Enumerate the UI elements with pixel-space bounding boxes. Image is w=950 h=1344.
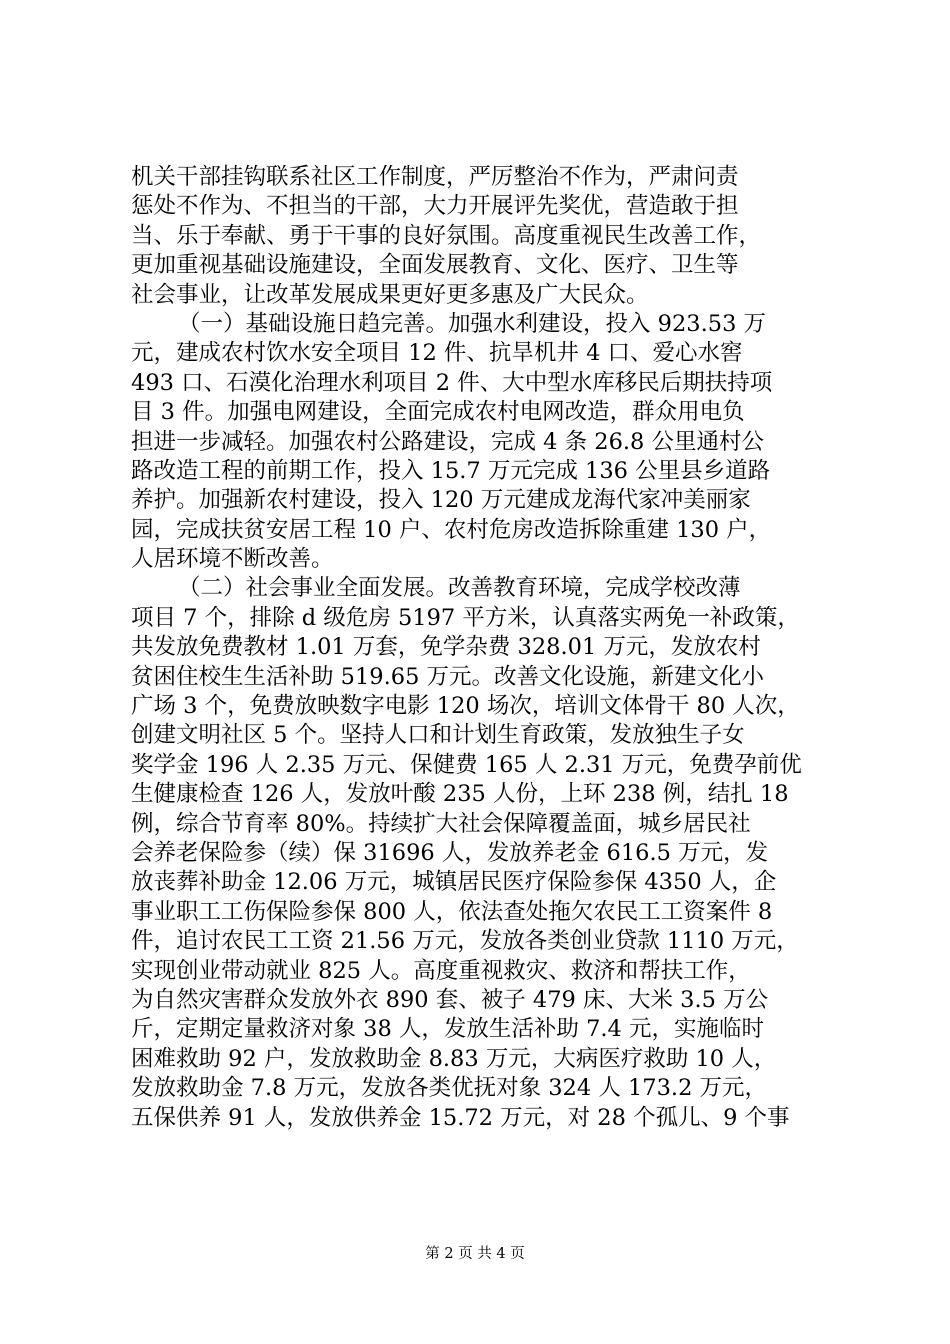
text-line: 更加重视基础设施建设，全面发展教育、文化、医疗、卫生等 — [131, 252, 739, 279]
text-line: 贫困住校生生活补助 519.65 万元。改善文化设施，新建文化小 — [131, 663, 765, 690]
text-line: 元，建成农村饮水安全项目 12 件、抗旱机井 4 口、爱心水窖 — [131, 340, 743, 367]
document-body — [131, 163, 831, 1133]
section-heading-line: （二）社会事业全面发展。改善教育环境，完成学校改薄 — [178, 575, 741, 602]
section-heading-line: （一）基础设施日趋完善。加强水利建设，投入 923.53 万 — [178, 310, 767, 337]
text-line: 为自然灾害群众发放外衣 890 套、被子 479 床、大米 3.5 万公 — [131, 986, 769, 1013]
text-line: 社会事业，让改革发展成果更好更多惠及广大民众。 — [131, 281, 649, 308]
text-line: 放丧葬补助金 12.06 万元，城镇居民医疗保险参保 4350 人，企 — [131, 869, 777, 896]
text-line: 件，追讨农民工工资 21.56 万元，发放各类创业贷款 1110 万元， — [131, 928, 799, 955]
text-line: 担进一步减轻。加强农村公路建设，完成 4 条 26.8 公里通村公 — [131, 428, 765, 455]
text-line: 惩处不作为、不担当的干部，大力开展评先奖优，营造敢于担 — [131, 193, 739, 220]
text-line: 事业职工工伤保险参保 800 人，依法查处拖欠农民工工资案件 8 — [131, 898, 773, 925]
text-line: 生健康检查 126 人，发放叶酸 235 人份，上环 238 例，结扎 18 — [131, 781, 789, 808]
text-line: 路改造工程的前期工作，投入 15.7 万元完成 136 公里县乡道路 — [131, 457, 771, 484]
text-line: 创建文明社区 5 个。坚持人口和计划生育政策，发放独生子女 — [131, 722, 745, 749]
text-line: 共发放免费教材 1.01 万套，免学杂费 328.01 万元，发放农村 — [131, 634, 761, 661]
text-line: 斤，定期定量救济对象 38 人，发放生活补助 7.4 元，实施临时 — [131, 1016, 765, 1043]
text-line: 机关干部挂钩联系社区工作制度，严厉整治不作为，严肃问责 — [131, 164, 739, 190]
text-line: 困难救助 92 户，发放救助金 8.83 万元，大病医疗救助 10 人， — [131, 1045, 777, 1072]
text-line: 五保供养 91 人，发放供养金 15.72 万元，对 28 个孤儿、9 个事 — [131, 1104, 790, 1131]
text-line: 会养老保险参（续）保 31696 人，发放养老金 616.5 万元，发 — [131, 839, 769, 866]
text-line: 园，完成扶贫安居工程 10 户、农村危房改造拆除重建 130 户， — [131, 516, 772, 543]
text-line: 实现创业带动就业 825 人。高度重视救灾、救济和帮扶工作， — [131, 957, 751, 984]
text-line: 发放救助金 7.8 万元，发放各类优抚对象 324 人 173.2 万元， — [131, 1075, 768, 1102]
text-line: 项目 7 个，排除 d 级危房 5197 平方米，认真落实两免一补政策， — [131, 604, 800, 631]
page-footer: 第 2 页 共 4 页 — [425, 1246, 525, 1262]
text-line: 目 3 件。加强电网建设，全面完成农村电网改造，群众用电负 — [131, 399, 745, 426]
text-line: 广场 3 个，免费放映数字电影 120 场次，培训文体骨干 80 人次， — [131, 693, 800, 720]
text-line: 例，综合节育率 80%。持续扩大社会保障覆盖面，城乡居民社 — [131, 810, 751, 837]
text-line: 养护。加强新农村建设，投入 120 万元建成龙海代家冲美丽家 — [131, 487, 751, 514]
text-line: 人居环境不断改善。 — [131, 546, 334, 573]
text-line: 493 口、石漠化治理水利项目 2 件、大中型水库移民后期扶持项 — [131, 369, 773, 396]
text-line: 奖学金 196 人 2.35 万元、保健费 165 人 2.31 万元，免费孕前优 — [131, 751, 802, 778]
text-line: 当、乐于奉献、勇于干事的良好氛围。高度重视民生改善工作， — [131, 222, 762, 249]
